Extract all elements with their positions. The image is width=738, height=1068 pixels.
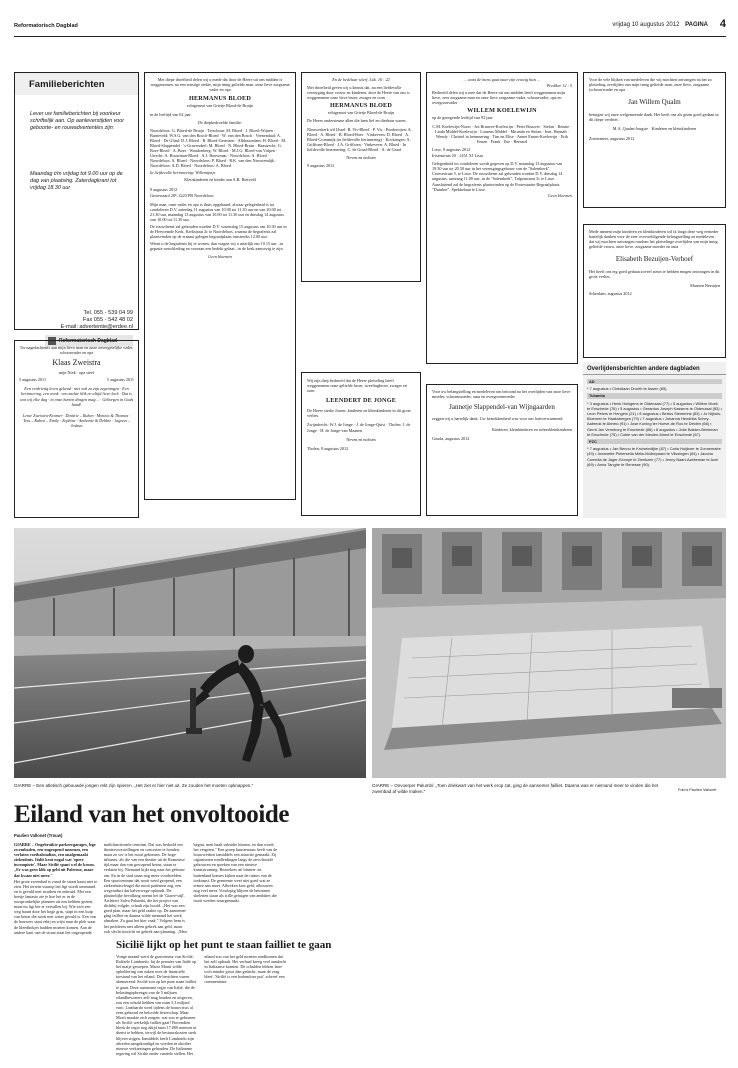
elisabeth-signed: Maarten Bezuijen — [690, 282, 720, 288]
hermanus2-spouse: echtgenoot van Grietje Bloed-de Bruijn — [327, 110, 395, 116]
photo-athlete-svg — [14, 528, 366, 778]
page-number: 4 — [719, 18, 726, 30]
qualm-name: Jan Willem Qualm — [628, 98, 681, 107]
willem-verse: ... want de mens gaat naar zijn eeuwig huis ... — [463, 77, 541, 82]
masthead-page-label: PAGINA — [685, 22, 708, 28]
photo-pool-svg — [372, 528, 726, 778]
hermanus1-date: 9 augustus 2012 — [150, 186, 178, 192]
willem-verse-ref: Prediker 12 : 5 — [546, 83, 572, 89]
leendert-intro: Wij zijn diep bedroefd dat de Heere plotseling heeft weggenomen onze geliefde broer, tweelingbroer, zwager en oom — [307, 378, 407, 394]
overlijdens-paper2-tag: Tubantia — [587, 393, 722, 398]
leendert-relatives: Zwijndrecht: W.J. de Jonge · J. de Jonge-Quist · Tholen: J. de Jonge · H. de Jonge-van Maanen — [307, 422, 411, 433]
overlijdens-paper3-text: * 7 augustus • Jan Benou te Kruiseindijke (87) • Carla Huijboer te Zonnemaire (49) • Jeannette Pietersella Melis-Molkepaard te Vlissingen (64) • Jacoba Cornelia de Jager-Klompe te Zierikzee (77) • Jenny Baart-Azeiteman te Axel (69) • Anna Tanghe te Renesse (90). — [587, 446, 721, 467]
hermanus1-name: HERMANUS BLOED — [188, 95, 252, 103]
hermanus1-age: in de leeftijd van 62 jaar. — [150, 112, 192, 118]
article-sub-body: Vorige maand werd de gouverneur van Sicilië, Raffaele Lombardo, bij de premier van Italië op het matje geroepen. Mario Monti wilde opheldering van zaken over de financiële toestand van het eiland. De berichten waren alarmerend: Sicilië zou op het punt staan failliet te gaan. Deze autonome regio van Italië, die de belastingopbrengst van de 5 miljoen eilandbewoners zelf mag houden en uitgeven, zou een schuld hebben van ruim 5,3 miljard euro. Lombardo werd tijdens de bouwcrisis al eens gehoord en beloofde beterschap. Maar Mosti maakte zich zorgen: wat zou er gebeuren als Sicilië werkelijk failliet gaat? Bovendien bleek de regio nog altijd ruim 17.000 mensen in dienst te hebben, terwijl de bestuurskosten sterk blijven stijgen. Inmiddels heeft Lombardo zijn aftreden aangekondigd en worden in oktober nieuwe verkiezingen gehouden. De Italiaanse regering wil Sicilië onder curatele stellen. Het eiland zou van het geld moeten rondkomen dat het zelf ophaalt. Het verhaal kreeg veel aandacht in Italiaanse kranten. De schulden bleken later toch minder groot dan gedacht, maar de zorg bleef. 'Sicilië is een bodemloze put', schreef een commentator. — [116, 954, 286, 1056]
article-body: Het grote zwembad is vanaf de straat haast niet te zien. Het terrein waarop het ligt wordt ommuurd en is gevuld met struiken en onkruid. Met een beetje fantasie zie je hoe het er in de oorspronkelijke plannen uit zou hebben gezien, maar nu ligt het er vervallen bij. Wie zich een weg baant door het hoge gras, stapt in een kuip van beton die nooit met water gevuld is. Een van de bouwers staat erbij en wijst naar de plek waar de kleedhokjes hadden moeten komen. Aan de andere kant van de straat staat het ongeopende multifunctionele centrum. Dat was bedoeld om theatervoorstellingen en concerten te houden, maar zo ver is het nooit gekomen. De hoge tribunes, als die van een theater uit de Romeinse tijd maar dan van gewapend beton, staan er verlaten bij. Niemand kijkt nog naar het gebouw om. En in de stad staan nog meer voorbeelden. Een sportcentrum dat nooit werd geopend, een ziekenhuisvleugel die nooit patiënten zag, een wegviaduct dat halverwege ophoudt. De plaatselijke bevolking noemt het de 'Giarre-stijl'. Architect Salvo Palumbi, die het project van dichtbij volgde, schudt zijn hoofd. „Het was een goed plan, maar het geld raakte op. De aannemer ging failliet en daarna wilde niemand het werk afmaken. Zo gaat het hier vaak." Volgens hem is het probleem niet alleen gebrek aan geld, maar ook slecht toezicht en gebrek aan planning. „Men begint, men haalt subsidie binnen, en dan wordt het vergeten." Een groep kunstenaars heeft van de bouwwerken inmiddels een attractie gemaakt. Zij organiseren rondleidingen langs de onvoltooide gebouwen en spreken van een nieuwe kunststroming. Bezoekers uit binnen- en buitenland komen kijken naar de ruïnes van de toekomst. De gemeente weet niet goed wat ze ermee aan moet. Afbreken kost geld, afbouwen nog veel meer. Voorlopig blijven de betonnen skeletten staan als stille getuigen van ambities die nooit werden waargemaakt. — [14, 842, 278, 935]
hermanus2-date: 9 augustus 2012 — [307, 163, 335, 169]
article-body-upper — [14, 842, 726, 938]
article-headline: Eiland van het onvoltooide — [14, 801, 290, 828]
photo-credit: Foto's Paulien Vallonet — [678, 788, 717, 792]
jannetje-thanks: zeggen wij u hartelijk dank. Uw betrokkenheid was voor ons hartverwarmend. — [432, 416, 564, 422]
willem-intro: Bedroefd delen wij u mee dat de Heere uit ons midden heeft weggenomen mijn lieve, zeer zorgzame man en onze lieve zorgzame vader, schoonvader, opa en overgrootvader — [432, 90, 565, 106]
hermanus1-spouse: echtgenoot van Grietje Bloed-de Bruijn — [186, 103, 254, 109]
ad-jannetje — [426, 384, 578, 516]
family-deadline: Maandag t/m vrijdag tot 9.00 uur op de dag van plaatsing. Zaterdagkrant tot vrijdag 18.30 uur — [30, 171, 123, 191]
ad-klaas — [14, 340, 139, 518]
family-header: Familieberichten — [29, 79, 105, 90]
family-intro: Lever uw familieberichten bij voorkeur schriftelijk aan. Op aanleverstijden voor geboorte- en rouwadvertenties zijn: — [30, 111, 125, 131]
ad-hermanus-2 — [301, 72, 421, 282]
hermanus1-no-flowers: Geen bloemen — [207, 253, 233, 259]
article-lead: GIARRE – Ongebruikte parkeergarages, lege zwembaden, een ongeopend museum, een verlaten voetbalstadion, een onafgemaakt ziekenhuis. Italië kent nogal wat 'opere incompiute'. Maar Sicilië spant wel de kroon. „Er was geen klik op geld uit Palermo, maar dat kwam niet meer." — [14, 842, 96, 878]
overlijdens-paper2-text: * 3 augustus • Henk Hulsgens te Oldenzaal (77) • 5 augustus • Willem Moek te Enschede (76) • 5 augustus • Gerardus Joseph Kassens te Oldenzaal (83) • Leon Peters te Hengelo (21) • 8 augustus • Bertus Siemerink (83) • Jo Nijhuis-Bloemen te Haaksbergen (79) • 7 augustus • Johanna Hendrika Schey-Aabreok te Almelo (91) • Jose Koning ter Hoeve-de Roo te Delden (66) • Gerrit Jan Veneborg te Enschede (86) • 8 augustus • Joke Bakker-Brinkman te Enschede (75) • Cobie van der Meulen-Moed te Enschede (67). — [587, 400, 722, 437]
ad-leendert — [301, 372, 421, 516]
willem-address: Irisenstraat 20 · 2161 XJ Lisse — [432, 153, 484, 159]
hermanus1-family-list: Noordeloos: G. Bloed-de Bruijn · Terschuur: M. Bloed · J. Bloed-Wijnen · Barneveld: W.S.G. van den Bosch-Bloed · W. van den Bosch · Veenendaal: A. Bloed · De Glind: D.J. Bloed · B. Bloed-Gerritsen · Alblasserdam: H. Bloed · M. Bloed-Slappendel · 's-Gravendeel: M. Bloed · N. Bloed-Bruin · Haastrecht: G. Boer-Bloed · A. Boer · Woudenberg: W. Bloed · M.J.G. Bloed-van Vulpen · Utrecht: A. Bouwman-Bloed · A.J. Bouwman · Noordeloos: A. Bloed · Noordeloos: A. Bloed · Noordeloos: P. Bloed · R.K. van den Nieuwendijk · Noordeloos: A.D. Bloed · Noordeloos: A. Bloed — [150, 127, 287, 169]
leendert-grandchildren: Neven en nichten — [346, 436, 376, 442]
masthead-rule — [14, 36, 726, 37]
leendert-date: Tholen, 8 augustus 2012 — [307, 445, 349, 451]
family-info-box — [14, 72, 139, 344]
klaas-name: Klaas Zweistra — [52, 358, 101, 368]
overlijdens-box — [583, 362, 726, 518]
jannetje-name: Jannetje Slappendel-van Wijngaarden — [449, 403, 555, 412]
jannetje-intro: Voor uw belangstelling en medeleven om betoond na het overlijden van onze lieve moeder, schoonmoeder, oma en overgrootmoeder — [432, 389, 571, 400]
hermanus1-visit: Mijn man, onze vader en opa is thuis opgebaard, alwaar gelegenheid is tot condoleren D.V. zaterdag 11 augustus van 10.00 tot 11.30 uur en van 20.00 tot 21.30 uur, maandag 13 augustus van 10.00 tot 11.30 uur en dinsdag 14 augustus van 10.00 tot 11.30 uur. — [150, 201, 285, 222]
willem-age: op de gezegende leeftijd van 93 jaar. — [432, 115, 494, 121]
hermanus2-verse: En de bedelaar stierf, Luk. 16 : 22 — [332, 77, 390, 82]
masthead-date: vrijdag 10 augustus 2012 — [612, 22, 680, 28]
willem-no-flowers: Geen bloemen — [547, 192, 572, 198]
elisabeth-date: Schiedam, augustus 2012 — [589, 290, 632, 296]
hermanus1-address: Grotewaard 28⁴, 4223 PB Noordeloos — [150, 192, 214, 198]
hermanus2-name: HERMANUS BLOED — [329, 102, 393, 110]
overlijdens-paper1-text: * 7 augustus • Christiaan Dronth te Assen (85). — [587, 386, 668, 392]
elisabeth-intro: Mede namens mijn kinderen en kleinkinderen wil ik langs deze weg eenieder hartelijk danken voor de zeer overweldigende belangstelling en medeleven dat wij mochten ontvangen rondom het plotselinge overlijden van mijn innig geliefde vrouw, onze lieve, zorgzame moeder en oma — [589, 229, 719, 250]
family-email[interactable]: E-mail: advertentie@erdee.nl — [60, 324, 133, 330]
overlijdens-paper3-tag: PZC — [587, 439, 722, 444]
willem-date: Lisse, 9 augustus 2012 — [432, 146, 471, 152]
article-byline: Paulien Vallonet (Trouw) — [14, 833, 63, 838]
willem-visit: Gelegenheid tot condoleren wordt gegeven op D.V. maandag 13 augustus van 19.30 uur tot 20.30 uur in het verenigingsgebouw van de "Salemkerk", Croesestraat 5, te Lisse. De rouwdienst zal gehouden worden D.V. dinsdag 14 augustus, aanvang 11.00 uur, in de "Salemkerk", Tulpenstraat 3c te Lisse. Aansluitend zal de begrafenis plaatsvinden op de Protestantse Begraafplaats "Duinhof", Spekkelaan te Lisse. — [432, 161, 563, 192]
hermanus1-funeral: De rouwdienst zal gehouden worden D.V. woensdag 15 augustus om 10.30 uur in de Hervormde Kerk, Kerkstraat 2c te Noordeloos, waarna de begrafenis zal plaatsvinden op de ernaast gelegen begraafplaats omstreeks 12.00 uur. — [150, 224, 287, 240]
elisabeth-thanks: Het heeft ons erg goed gedaan zoveel steun te hebben mogen ontvangen in dit grote verlies. — [589, 269, 720, 280]
masthead — [14, 20, 726, 34]
photo-pool — [372, 528, 726, 778]
jannetje-date: Gouda, augustus 2012 — [432, 436, 470, 442]
photo-athlete — [14, 528, 366, 778]
caption-right: GIARRE – Onvoerper Palumbi: „Toen driekwart van het werk erop zat, ging de aannemer failliet. Daarna was er niemand meer te vinden die het zwembad af wilde maken." — [372, 783, 659, 794]
ad-qualm — [583, 72, 726, 208]
family-tel: Tel. 055 - 539 04 99 — [83, 310, 133, 316]
masthead-date-block — [612, 22, 708, 28]
klaas-poem: Een verdrietig leven gekend · met ook zo zijn zegeningen · Een herinnering, een wenk · een zachte blik en altijd lieve lach · Dat is wat wij elke dag · in onze harten dragen mag… · Geborgen in Gods hand! — [19, 386, 134, 407]
jannetje-family: Kinderen, kleinkinderen en achterkleinkinderen — [492, 427, 572, 433]
hermanus1-memory: In liefdevolle herinnering: Willemijntje — [150, 170, 216, 176]
article-subhead: Sicilië lijkt op het punt te staan failliet te gaan — [116, 939, 332, 951]
willem-name: WILLEM KOELEWIJN — [467, 107, 537, 115]
qualm-intro: Voor de vele blijken van medeleven die wij mochten ontvangen na het zo plotseling overlijden van mijn innig geliefde man, onze lieve, zorgzame (schoon)vader en opa — [589, 77, 712, 93]
hermanus2-grandchildren: Neven en nichten — [346, 155, 376, 161]
hermanus1-family-lead: De diepbedroefde familie: — [198, 120, 242, 126]
overlijdens-header: Overlijdensberichten andere dagbladen — [583, 362, 726, 375]
family-contact — [45, 310, 133, 331]
klaas-intro: Ter nagedachtenis aan mijn lieve man en onze onvergetelijke vader, schoonvader en opa — [19, 345, 134, 356]
elisabeth-name: Elisabeth Bezuijen-Verhoef — [615, 255, 694, 264]
klaas-family: Lenie Zweistra-Kramer · Dinitrie – Ruben · Monica & Thomas · Tess – Ruben – Emily · Zephine · Anthonie & Debbie · Jagoon – Joshua — [22, 412, 131, 428]
overlijdens-body — [583, 375, 726, 469]
ad-willem — [426, 72, 578, 364]
klaas-date-died: 5 augustus 2011 — [106, 377, 134, 383]
qualm-date: Zoetermeer, augustus 2012 — [589, 135, 635, 141]
willem-family: C.M. Koelewijn-Noort · Jos Bruuver-Koelewijn · Peter Bruuver · Stefan · Renate · Linda Middel-Koelewijn · Lourens Middel · Miranda en Stefan · Inet, Hannah · Wendy · Christel in herinnering · Tim en Elise · Annet Ensen-Koelewijn · Erik Ensen · Frank · Ilse · Bernard — [432, 123, 572, 144]
qualm-thanks: betuigen wij onze welgemeende dank. Het heeft ons als gezin goed gedaan in dit diepe verdriet. — [589, 112, 719, 123]
article-subbody — [116, 954, 640, 1058]
hermanus2-intro: Met droefheid geven wij u kennis dat, na een liefdevolle verzorging door vrouw en kinderen, door de Heere van ons is weggenomen onze lieve broer, zwager en oom — [307, 85, 410, 101]
klaas-subtitle: mijn Niek · opa steef — [58, 370, 95, 376]
ad-hermanus-1 — [144, 72, 296, 500]
family-fax: Fax 055 - 542 48 02 — [82, 317, 133, 323]
hermanus2-relatives: Nieuwerkerk a/d IJssel: B. Vis-Bloed · P. Vis · Poederoijen: A. Bloed · A. Bloed · B. Bloed-Boer · Vinkeveen: D. Bloed · A. Bloed-Crommijk (in liefdevolle herinnering) · Kockengen: A. Griffioen-Bloed · J.A. Griffioen · Vinkeveen: A. Bloed · In liefdevolle herinnering: C. de Graaf-Bloed · A. de Graaf — [307, 126, 412, 152]
hermanus1-intro: Met diepe droefheid delen wij u mede dat door de Heere uit ons midden is weggenomen, na een ernstige ziekte, mijn innig geliefde man, onze lieve zorgzame vader en opa — [150, 77, 290, 93]
ad-elisabeth — [583, 224, 726, 358]
leendert-name: LEENDERT DE JONGE — [325, 397, 397, 405]
leendert-blessing: De Heere sterke Josien, kinderen en kleinkinderen in dit grote verlies. — [307, 408, 411, 419]
caption-left: GIARRE – Een atletisch gebouwde jongen rekt zijn spieren. „Het ziet er hier niet uit. Ze zouden het moeten opknappen." — [14, 783, 254, 788]
overlijdens-paper1-tag: AD — [587, 379, 722, 384]
klaas-dates — [19, 377, 134, 382]
klaas-date-born: 5 augustus 2011 — [19, 377, 47, 383]
hermanus1-flowers: Wenst u de begrafenis bij te wonen, dan vragen wij u uiterlijk om 10.15 uur –in gepaste rouwkleding en vooraan een bedekt gelaat– in de kerk aanwezig te zijn. — [150, 241, 284, 252]
hermanus2-relatives-lead: De Heere ondersteune allen die hem lief en dierbaar waren. — [307, 118, 407, 124]
family-logo-text: Reformatorisch Dagblad — [59, 338, 118, 344]
qualm-family: M.A. Qualm-Jongste · Kinderen en kleinkinderen — [612, 126, 697, 132]
hermanus1-grandchildren: Kleinkinderen en kinder aan A.B. Rietveld — [184, 177, 256, 183]
masthead-paper-name: Reformatorisch Dagblad — [14, 23, 78, 29]
